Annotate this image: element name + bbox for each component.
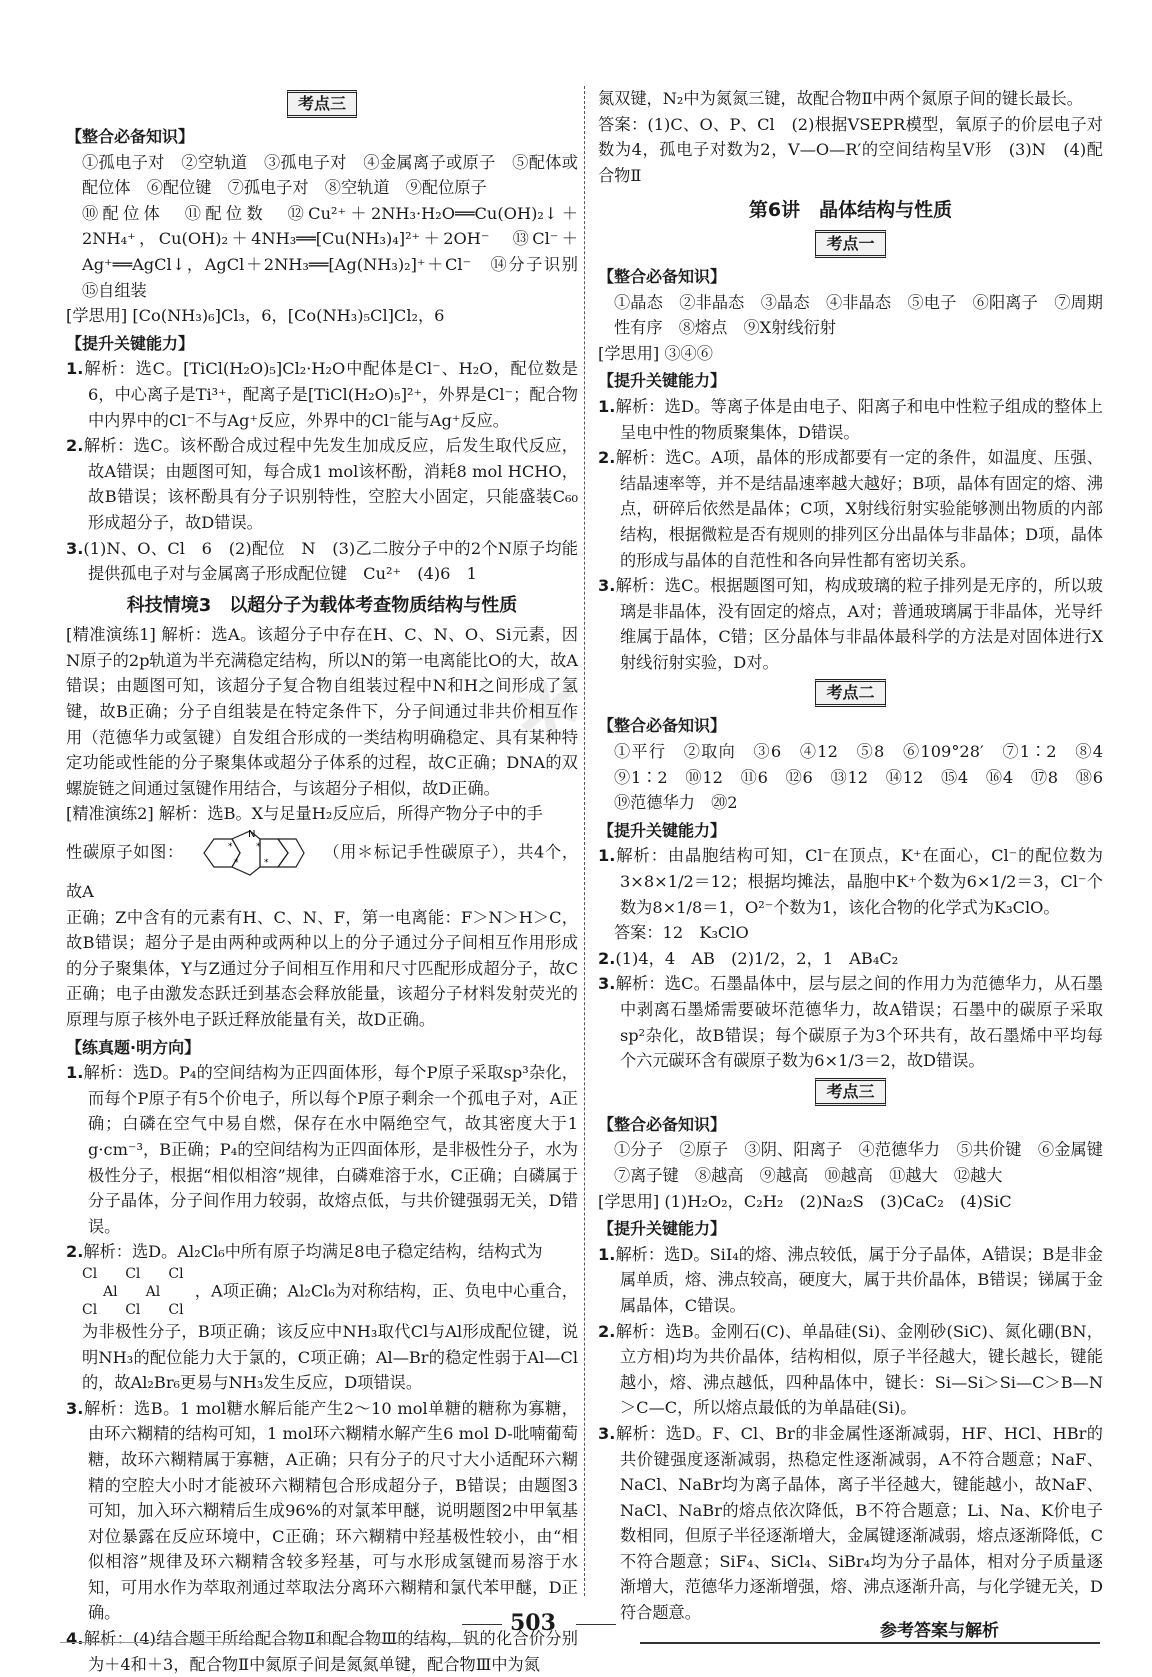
section-heading: 【提升关键能力】 xyxy=(598,1219,727,1239)
section-heading: 【整合必备知识】 xyxy=(598,1114,727,1134)
section-heading: 【提升关键能力】 xyxy=(598,820,727,840)
answer-text: 答案：12 K₃ClO xyxy=(614,923,749,943)
footer-dash-right xyxy=(576,1624,616,1625)
knowledge-answers: ①分子 ②原子 ③阴、阳离子 ④范德华力 ⑤共价键 ⑥金属键 ⑦离子键 ⑧越高 ⑨越高 ⑩越高 ⑪越大 ⑫越大 xyxy=(614,1140,1120,1185)
xuesiyong: [学思用] [Co(NH₃)₆]Cl₃，6，[Co(NH₃)₅Cl]Cl₂，6 xyxy=(66,306,445,326)
practice-2-structure: 性碳原子如图： N * * * * （用＊标记手性碳原子），共4个，故A xyxy=(66,829,579,902)
knowledge-answers: ⑩配位体 ⑪配位数 ⑫Cu²⁺＋2NH₃·H₂O══Cu(OH)₂↓＋2NH₄⁺，Cu(OH)₂＋4NH₃══[Cu(NH₃)₄]²⁺＋2OH⁻ ⑬Cl⁻＋Ag⁺══AgCl↓，AgCl＋2NH₃══[Ag(NH₃)₂]⁺＋Cl⁻ ⑭分子识别 ⑮自组装 xyxy=(82,203,595,300)
answer-item: 3.解析：选D。F、Cl、Br的非金属性逐渐减弱，HF、HCl、HBr的共价键强度逐渐减弱，热稳定性逐渐减弱，A不符合题意；NaF、NaCl、NaBr均为离子晶体，离子半径越大，键能越小，故NaF、NaCl、NaBr的熔点依次降低，B不符合题意；Li、Na、K价电子数相同，但原子半径逐渐增大，金属键逐渐减弱，熔点逐渐降低，C不符合题意；SiF₄、SiCl₄、SiBr₄均为分子晶体，相对分子质量逐渐增大，范德华力逐渐增强，熔、沸点逐渐升高，与化学键无关，D符合题意。 xyxy=(598,1423,1103,1623)
footer-rule-right xyxy=(640,1642,1100,1644)
right-column xyxy=(598,86,1120,1626)
column-divider xyxy=(584,86,585,1596)
answer-item: 2.解析：选C。该杯酚合成过程中先发生加成反应，后发生取代反应，故A错误；由题图可知，每合成1 mol该杯酚，消耗8 mol HCHO，故B错误；该杯酚具有分子识别特性，空腔大小固定，只能盛装C₆₀形成超分子，故D错误。 xyxy=(66,436,578,532)
answer-item: 3.解析：选C。石墨晶体中，层与层之间的作用力为范德华力，从石墨中剥离石墨烯需要破坏范德华力，故A错误；石墨中的碳原子采取sp²杂化，故B错误；每个碳原子为3个环共有，故石墨烯中平均每个六元碳环含有碳原子数为6×1/3＝2，故D错误。 xyxy=(598,974,1103,1071)
section-heading: 【练真题·明方向】 xyxy=(66,1037,201,1057)
xuesiyong: [学思用] ③④⑥ xyxy=(598,343,713,363)
left-column xyxy=(66,86,595,1677)
svg-text:*: * xyxy=(263,858,269,869)
watermark-1: * xyxy=(506,654,597,805)
knowledge-answers: ①孤电子对 ②空轨道 ③孤电子对 ④金属离子或原子 ⑤配体或配位体 ⑥配位键 ⑦孤电子对 ⑧空轨道 ⑨配位原子 xyxy=(82,152,578,198)
page-footer xyxy=(0,1608,1152,1648)
knowledge-answers: ①平行 ②取向 ③6 ④12 ⑤8 ⑥109°28′ ⑦1∶2 ⑧4 ⑨1∶2 ⑩12 ⑪6 ⑫6 ⑬12 ⑭12 ⑮4 ⑯4 ⑰8 ⑱6 ⑲范德华力 ⑳2 xyxy=(614,742,1120,813)
answer-item: 4.解析：(4)结合题干所给配合物Ⅱ和配合物Ⅲ的结构，钒的化合价分别为＋4和＋3，配合物Ⅱ中氮原子间是氮氮单键，配合物Ⅲ中为氮 xyxy=(66,1629,578,1674)
section-heading: 【提升关键能力】 xyxy=(598,371,727,391)
answer-item: 1.解析：选D。P₄的空间结构为正四面体形，每个P原子采取sp³杂化，而每个P原子有5个价电子，所以每个P原子剩余一个孤电子对，A正确；白磷在空气中易自燃，保存在水中隔绝空气，故其密度大于1 g·cm⁻³，B正确；P₄的空间结构为正四面体形，是非极性分子，水为极性分子，根据“相似相溶”规律，白磷难溶于水，C正确；白磷属于分子晶体，分子间作用力较弱，故熔点低，与共价键强弱无关，D错误。 xyxy=(66,1063,578,1236)
answer-text: 答案：(1)C、O、P、Cl (2)根据VSEPR模型，氧原子的价层电子对数为4，孤电子对数为2，V—O—R′的空间结构呈V形 (3)N (4)配合物Ⅱ xyxy=(598,114,1103,185)
answer-item: 1.解析：由晶胞结构可知，Cl⁻在顶点，K⁺在面心，Cl⁻的配位数为3×8×1/2＝12；根据均摊法，晶胞中K⁺个数为6×1/2＝3，Cl⁻个数为8×1/8＝1，O²⁻个数为1，该化合物的化学式为K₃ClO。 xyxy=(598,846,1103,917)
chiral-molecule-diagram xyxy=(194,827,314,879)
answer-item: 2.解析：选B。金刚石(C)、单晶硅(Si)、金刚砂(SiC)、氮化硼(BN，立方相)均为共价晶体，结构相似，原子半径越大，键长越长，键能越小，熔、沸点越低，四种晶体中，键长：Si—Si＞Si—C＞B—N＞C—C，所以熔点最低的为单晶硅(Si)。 xyxy=(598,1321,1103,1418)
answer-item: 2.(1)4，4 AB (2)1/2，2，1 AB₄C₂ xyxy=(598,948,899,968)
scene-title: 科技情境3 以超分子为载体考查物质结构与性质 xyxy=(126,594,518,616)
svg-text:*: * xyxy=(227,842,233,853)
footer-dash-left xyxy=(462,1624,502,1625)
section-heading: 【整合必备知识】 xyxy=(598,266,727,286)
lecture-title: 第6讲 晶体结构与性质 xyxy=(748,199,953,222)
answer-item: 2.解析：选C。A项，晶体的形成都要有一定的条件，如温度、压强、结晶速率等，并不是结晶速率越大越好；B项，晶体有固定的熔、沸点，研碎后依然是晶体；C项，X射线衍射实验能够测出物质的内部结构，根据微粒是否有规则的排列区分出晶体与非晶体；D项，晶体的形成与晶体的自范性和各向异性都有密切关系。 xyxy=(598,448,1103,570)
xuesiyong: [学思用] (1)H₂O₂，C₂H₂ (2)Na₂S (3)CaC₂ (4)SiC xyxy=(598,1191,1012,1211)
continued-text: 氮双键，N₂中为氮氮三键，故配合物Ⅱ中两个氮原子间的键长最长。 xyxy=(598,89,1083,108)
al2cl6-structure: Cl Cl Cl Al Al Cl Cl Cl ，A项正确；Al₂Cl₆为对称结构，正、负电中心重合，为非极性分子，B项正确；该反应中NH₃取代Cl与Al形成配位键，说明NH₃的配位能力大于氯的，C项正确；Al—Br的稳定性弱于Al—Cl的，故Al₂Br₆更易与NH₃发生反应，D项错误。 xyxy=(82,1265,578,1393)
answer-item: 1.解析：选D。等离子体是由电子、阳离子和电中性粒子组成的整体上呈电中性的物质聚集体，D错误。 xyxy=(598,396,1103,442)
section-tag: 考点三 xyxy=(66,90,578,118)
section-heading: 【提升关键能力】 xyxy=(66,333,195,353)
section-tag: 考点一 xyxy=(598,230,1103,258)
knowledge-answers: ①晶态 ②非晶态 ③晶态 ④非晶态 ⑤电子 ⑥阳离子 ⑦周期性有序 ⑧熔点 ⑨X射线衍射 xyxy=(614,292,1103,338)
answer-item: 2.解析：选D。Al₂Cl₆中所有原子均满足8电子稳定结构，结构式为 xyxy=(66,1242,543,1262)
practice-1: [精准演练1] 解析：选A。该超分子中存在H、C、N、O、Si元素，因N原子的2p轨道为半充满稳定结构，所以N的第一电离能比O的大，故A错误；由题图可知，该超分子复合物自组装过程中N和H之间形成了氢键，故B正确；分子自组装是在特定条件下，分子间通过非共价相互作用（范德华力或氢键）自发组合形成的一类结构明确稳定、具有某种特定功能或性能的分子聚集体或超分子体系的过程，故C正确；DNA的双螺旋链之间通过氢键作用结合，与该超分子相似，故D正确。 xyxy=(66,625,578,798)
answer-item: 3.解析：选C。根据题图可知，构成玻璃的粒子排列是无序的，所以玻璃是非晶体，没有固定的熔点，A对；普通玻璃属于非晶体，光导纤维属于晶体，C错；区分晶体与非晶体最科学的方法是对固体进行X射线衍射实验，D对。 xyxy=(598,576,1103,672)
answer-item: 3.(1)N、O、Cl 6 (2)配位 N (3)乙二胺分子中的2个N原子均能提供孤电子对与金属离子形成配位键 Cu²⁺ (4)6 1 xyxy=(66,538,578,584)
page-number: 503 xyxy=(510,1610,556,1636)
svg-text:N: N xyxy=(247,829,256,841)
footer-rule-left xyxy=(60,1642,480,1643)
answer-item: 1.解析：选D。SiI₄的熔、沸点较低，属于分子晶体，A错误；B是非金属单质，熔、沸点较高，硬度大，属于共价晶体，B错误；锑属于金属晶体，C错误。 xyxy=(598,1244,1103,1315)
footer-label: 参考答案与解析 xyxy=(880,1621,999,1641)
section-heading: 【整合必备知识】 xyxy=(66,127,195,146)
answer-item: 3.解析：选B。1 mol糖水解后能产生2～10 mol单糖的糖称为寡糖，由环六糊精的结构可知，1 mol环六糊精水解产生6 mol D-吡喃葡萄糖，故环六糊精属于寡糖，A正确；只有分子的尺寸大小适配环六糊精的空腔大小时才能被环六糊精包合形成超分子，B错误；由题图3可知，加入环六糊精后生成96%的对氯苯甲醚，说明题图2中甲氧基对位暴露在反应环境中，C正确；环六糊精中羟基极性较小，由“相似相溶”规律及环六糊精含较多羟基，可与水形成氢键而易溶于水知，可用水作为萃取剂通过萃取法分离环六糊精和氯代苯甲醚，D正确。 xyxy=(66,1398,578,1623)
section-heading: 【整合必备知识】 xyxy=(598,716,727,736)
section-tag: 考点三 xyxy=(598,1078,1103,1106)
al2cl6-diagram: Cl Cl Cl Al Al Cl Cl Cl xyxy=(82,1265,184,1318)
practice-2-cont: 正确；Z中含有的元素有H、C、N、F，第一电离能：F＞N＞H＞C，故B错误；超分子是由两种或两种以上的分子通过分子间相互作用形成的分子聚集体，Y与Z通过分子间相互作用和尺寸匹配形成超分子，故C正确；电子由激发态跃迁到基态会释放能量，该超分子材料发射荧光的原理与原子核外电子跃迁释放能量有关，故D正确。 xyxy=(66,907,578,1029)
svg-text:*: * xyxy=(233,858,239,869)
answer-item: 1.解析：选C。[TiCl(H₂O)₅]Cl₂·H₂O中配体是Cl⁻、H₂O，配位数是6，中心离子是Ti³⁺，配离子是[TiCl(H₂O)₅]²⁺，外界是Cl⁻；配合物中内界中的Cl⁻不与Ag⁺反应，外界中的Cl⁻能与Ag⁺反应。 xyxy=(66,359,578,430)
practice-2: [精准演练2] 解析：选B。X与足量H₂反应后，所得产物分子中的手 xyxy=(66,804,543,824)
svg-text:*: * xyxy=(255,842,261,853)
section-tag: 考点二 xyxy=(598,679,1103,707)
